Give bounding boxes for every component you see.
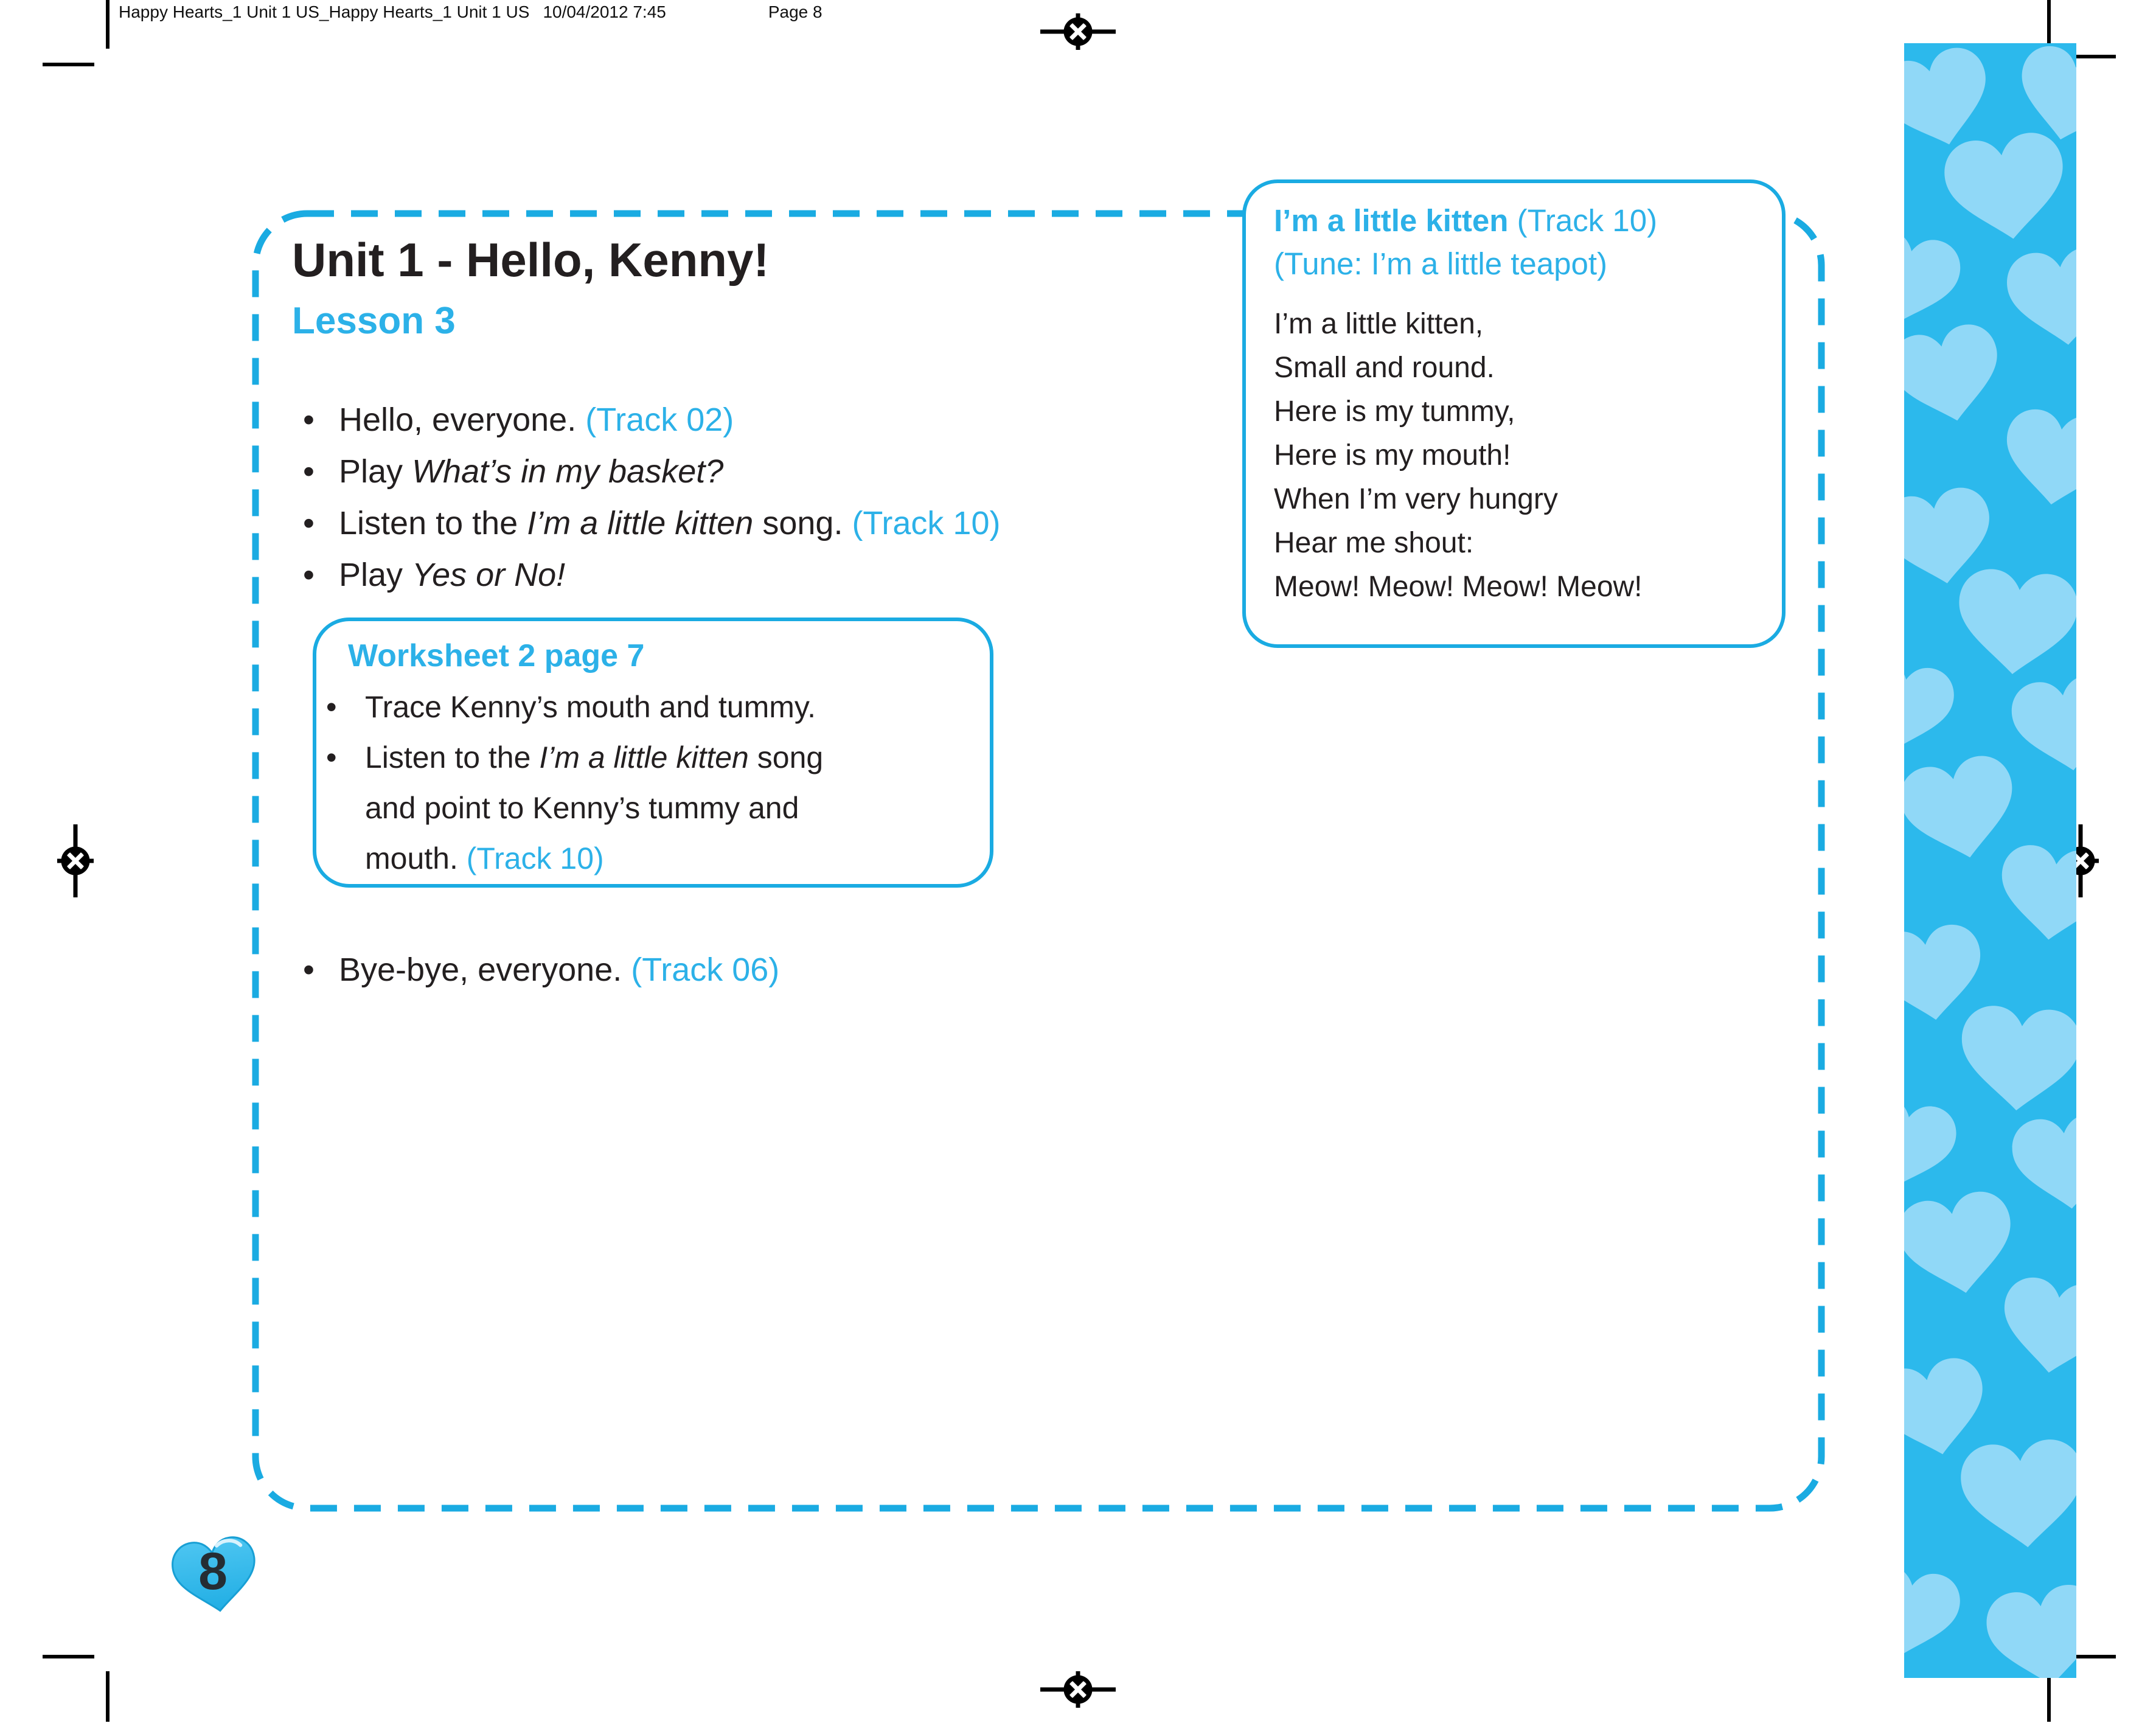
worksheet-text: [365, 740, 823, 875]
worksheet-title: Worksheet 2 page 7: [348, 638, 645, 673]
text-segment: (Track 10): [466, 841, 604, 875]
worksheet-item: [316, 682, 990, 733]
registration-target: [57, 824, 94, 897]
text-segment: (Track 02): [585, 402, 734, 438]
text-segment: What’s in my basket?: [412, 453, 724, 490]
lyric-line: Here is my tummy,: [1274, 395, 1515, 428]
lyric-line: When I’m very hungry: [1274, 483, 1558, 515]
text-segment: and point to Kenny’s tummy and: [365, 791, 799, 825]
worksheet-box: [313, 618, 993, 888]
text-segment: Play: [339, 453, 412, 490]
text-segment: I’m a little kitten: [527, 505, 754, 541]
activity-text: [339, 557, 565, 593]
activity-text: [339, 505, 1000, 541]
text-segment: Trace Kenny’s mouth and tummy.: [365, 690, 816, 724]
text-segment: Play: [339, 557, 412, 593]
song-tune-line: (Tune: I’m a little teapot): [1274, 246, 1608, 281]
lyric-line: I’m a little kitten,: [1274, 308, 1484, 340]
text-segment: Yes or No!: [412, 557, 566, 593]
bullet-dot: •: [303, 952, 315, 988]
activity-item: [292, 446, 1387, 498]
hearts-band-pattern: [1904, 43, 2076, 1678]
text-segment: Bye-bye, everyone.: [339, 952, 631, 988]
text-segment: (Track 06): [631, 952, 780, 988]
text-segment: Listen to the: [339, 505, 527, 541]
closing-item: [292, 944, 1144, 996]
bullet-dot: •: [303, 453, 315, 490]
activity-item: [292, 498, 1387, 549]
crop-mark-bottom-left-horizontal: [43, 1655, 94, 1658]
slug-page-label: Page 8: [768, 2, 822, 21]
slug-title: Happy Hearts_1 Unit 1 US_Happy Hearts_1 Unit 1 US: [119, 2, 530, 21]
registration-target: [1040, 13, 1116, 50]
worksheet-item: [316, 733, 990, 884]
song-lyrics: [1274, 302, 1760, 609]
text-segment: mouth.: [365, 841, 467, 875]
slug-datetime: 10/04/2012 7:45: [543, 2, 666, 21]
closing-text: [339, 952, 779, 988]
bullet-dot: •: [326, 690, 337, 724]
crop-mark-top-left-vertical: [106, 0, 110, 49]
text-segment: (Track 10): [852, 505, 1001, 541]
worksheet-bullet-list: [316, 682, 990, 884]
text-segment: Listen to the: [365, 740, 540, 774]
text-segment: (Track 10): [1508, 203, 1658, 238]
registration-target: [1040, 1671, 1116, 1708]
bullet-dot: •: [303, 505, 315, 541]
lyric-line: Meow! Meow! Meow! Meow!: [1274, 571, 1643, 603]
lyric-line: Small and round.: [1274, 352, 1495, 384]
activity-text: [339, 402, 734, 438]
activity-item: [292, 549, 1387, 601]
bullet-dot: •: [303, 557, 315, 593]
crop-mark-top-left-horizontal: [43, 63, 94, 66]
page-number: 8: [198, 1542, 228, 1601]
text-segment: song: [748, 740, 824, 774]
printer-slug-line: [119, 2, 822, 22]
bullet-dot: •: [303, 402, 315, 438]
text-segment: I’m a little kitten: [1274, 203, 1509, 238]
hearts-side-band: [1904, 43, 2076, 1678]
activity-text: [339, 453, 723, 490]
lyric-line: Here is my mouth!: [1274, 439, 1511, 472]
song-title: [1274, 199, 1760, 242]
registration-mark-icon: [1005, 1653, 1151, 1726]
text-segment: I’m a little kitten: [539, 740, 749, 774]
crop-mark-bottom-left-vertical: [106, 1671, 110, 1722]
crop-mark-top-right-vertical: [2047, 0, 2051, 46]
registration-mark-icon: [1005, 0, 1151, 68]
worksheet-text: [365, 690, 816, 724]
lesson-label: Lesson 3: [292, 300, 456, 342]
closing-list: [292, 944, 1144, 996]
crop-mark-bottom-right-vertical: [2047, 1671, 2051, 1722]
activity-item: [292, 394, 1387, 446]
unit-title: Unit 1 - Hello, Kenny!: [292, 233, 770, 287]
activity-list: [292, 394, 1387, 601]
text-segment: Hello, everyone.: [339, 402, 586, 438]
lyric-line: Hear me shout:: [1274, 527, 1474, 559]
text-segment: song.: [753, 505, 852, 541]
registration-mark-icon: [2, 824, 148, 897]
song-box: [1242, 179, 1786, 648]
bullet-dot: •: [326, 740, 337, 774]
